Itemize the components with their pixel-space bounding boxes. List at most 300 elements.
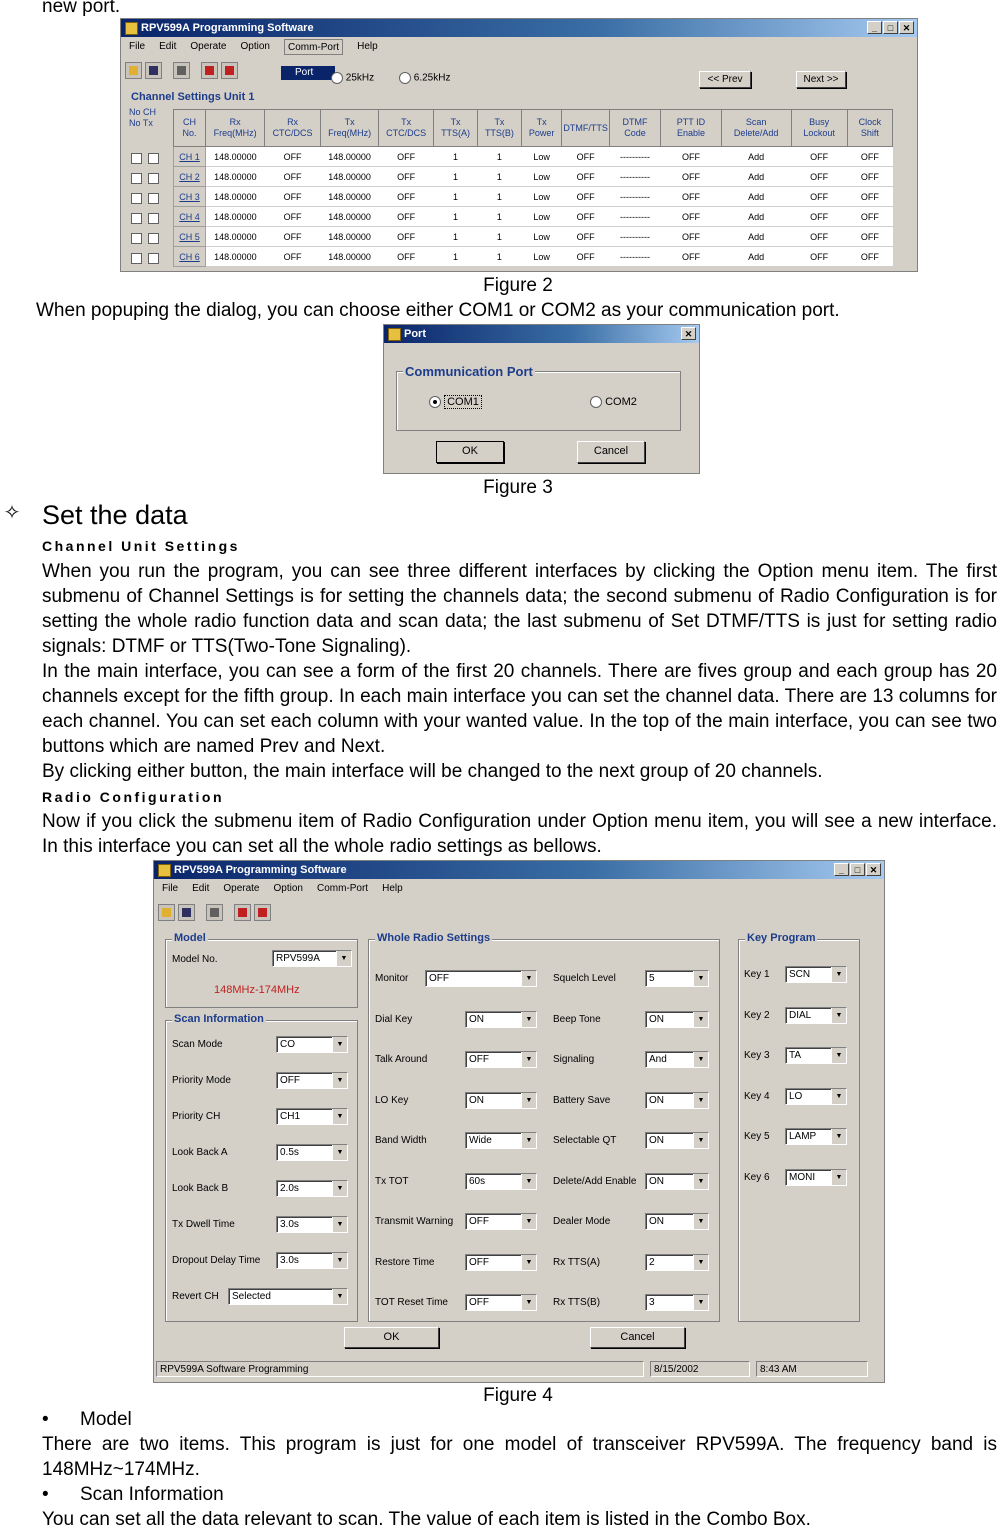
field-value: DIAL — [789, 1009, 812, 1021]
chevron-down-icon[interactable]: ▼ — [521, 1133, 536, 1148]
field-value: OFF — [469, 1216, 489, 1227]
com2-radio[interactable] — [590, 396, 602, 408]
fig4-window — [153, 860, 885, 1383]
field-label: Selectable QT — [553, 1135, 617, 1146]
checkbox-pair — [131, 193, 159, 213]
no-ch-checkbox[interactable] — [131, 233, 142, 244]
fig2-title: RPV599A Programming Software — [141, 22, 314, 34]
table-cell[interactable]: OFF — [562, 147, 610, 167]
table-cell[interactable]: OFF — [562, 247, 610, 267]
field-combo[interactable] — [785, 966, 847, 983]
field-combo[interactable] — [425, 970, 537, 987]
field-combo[interactable] — [276, 1072, 348, 1089]
comm-port-group-label: Communication Port — [405, 364, 533, 379]
table-cell[interactable]: OFF — [562, 187, 610, 207]
chevron-down-icon[interactable]: ▼ — [521, 1255, 536, 1270]
model-group-label: Model — [174, 932, 206, 944]
table-cell[interactable]: Low — [521, 147, 562, 167]
table-cell[interactable]: OFF — [379, 187, 434, 207]
field-label: Rx TTS(B) — [553, 1297, 601, 1308]
field-value: OFF — [280, 1075, 300, 1086]
table-cell[interactable]: OFF — [847, 167, 892, 187]
table-cell[interactable]: 1 — [434, 167, 478, 187]
table-cell[interactable]: OFF — [791, 167, 847, 187]
field-value: ON — [649, 1135, 664, 1146]
table-cell[interactable]: OFF — [661, 187, 722, 207]
table-cell[interactable]: OFF — [265, 147, 321, 167]
field-combo[interactable] — [276, 1144, 348, 1161]
field-value: OFF — [469, 1297, 489, 1308]
model-no-label: Model No. — [172, 954, 218, 965]
table-cell[interactable]: 1 — [478, 207, 522, 227]
table-cell[interactable]: OFF — [265, 227, 321, 247]
field-value: 5 — [649, 973, 655, 984]
no-tx-checkbox[interactable] — [148, 253, 159, 264]
table-cell[interactable]: Add — [721, 167, 791, 187]
checkbox-column — [131, 153, 159, 272]
table-cell[interactable]: 148.00000 — [321, 147, 379, 167]
table-cell[interactable]: 148.00000 — [321, 247, 379, 267]
checkbox-pair — [131, 173, 159, 193]
table-cell[interactable]: 1 — [478, 167, 522, 187]
bullet-dot-icon: • — [42, 1409, 49, 1430]
table-cell[interactable]: OFF — [847, 247, 892, 267]
chevron-down-icon[interactable]: ▼ — [693, 1093, 708, 1108]
fig4-toolbar — [154, 899, 884, 925]
table-row — [174, 207, 893, 227]
field-value: 0.5s — [280, 1147, 299, 1158]
port-title: Port — [404, 328, 426, 340]
radio-25khz[interactable] — [331, 72, 343, 84]
chevron-down-icon[interactable]: ▼ — [831, 1008, 846, 1023]
channel-button[interactable]: CH 1 — [174, 147, 206, 167]
app-icon — [125, 22, 138, 35]
table-cell[interactable]: OFF — [265, 187, 321, 207]
open-icon-2[interactable] — [158, 904, 175, 921]
chevron-down-icon[interactable]: ▼ — [332, 1181, 347, 1196]
fig2-caption: Figure 2 — [483, 275, 553, 296]
chevron-down-icon[interactable]: ▼ — [332, 1145, 347, 1160]
model-no-value: RPV599A — [276, 953, 320, 964]
field-combo[interactable] — [465, 1254, 537, 1271]
minimize-button-2[interactable]: _ — [834, 863, 849, 876]
field-label: Talk Around — [375, 1054, 428, 1065]
field-combo[interactable] — [645, 1132, 709, 1149]
chevron-down-icon[interactable]: ▼ — [693, 1012, 708, 1027]
field-label: Band Width — [375, 1135, 427, 1146]
table-cell[interactable]: 148.00000 — [206, 167, 265, 187]
fig4-titlebar — [154, 861, 884, 879]
table-cell[interactable]: OFF — [379, 247, 434, 267]
table-cell[interactable]: OFF — [661, 207, 722, 227]
table-row — [174, 147, 893, 167]
field-value: 2 — [649, 1256, 655, 1268]
field-combo[interactable] — [645, 1011, 709, 1028]
menu-edit[interactable]: Edit — [159, 41, 177, 52]
field-combo[interactable] — [465, 1051, 537, 1068]
chevron-down-icon[interactable]: ▼ — [521, 1214, 536, 1229]
chevron-down-icon[interactable]: ▼ — [332, 1253, 347, 1268]
table-cell[interactable]: OFF — [661, 147, 722, 167]
menu-operate[interactable]: Operate — [190, 41, 227, 52]
no-tx-checkbox[interactable] — [148, 213, 159, 224]
table-cell[interactable]: OFF — [265, 247, 321, 267]
field-combo[interactable] — [645, 970, 709, 987]
table-cell[interactable]: 1 — [434, 227, 478, 247]
field-combo[interactable] — [276, 1108, 348, 1125]
field-combo[interactable] — [645, 1213, 709, 1230]
config-cancel-button[interactable]: Cancel — [590, 1327, 685, 1348]
chevron-down-icon[interactable]: ▼ — [521, 971, 536, 986]
table-cell[interactable]: ---------- — [609, 167, 660, 187]
chevron-down-icon[interactable]: ▼ — [831, 967, 846, 982]
step-25khz[interactable] — [331, 72, 374, 84]
whole-group-label: Whole Radio Settings — [377, 932, 491, 944]
next-button[interactable]: Next >> — [796, 71, 846, 88]
chevron-down-icon[interactable]: ▼ — [521, 1012, 536, 1027]
maximize-button[interactable]: □ — [883, 21, 898, 34]
close-button-2[interactable]: ✕ — [866, 863, 881, 876]
paragraph-6: You can set all the data relevant to scan. The value of each item is listed in the Combo Box. — [42, 1509, 811, 1530]
field-label: Scan Mode — [172, 1039, 223, 1050]
dialog-icon — [388, 328, 401, 341]
menu-help[interactable]: Help — [357, 41, 378, 52]
chevron-down-icon[interactable]: ▼ — [693, 1133, 708, 1148]
table-cell[interactable]: OFF — [791, 147, 847, 167]
field-label: Battery Save — [553, 1094, 611, 1106]
column-header: Tx CTC/DCS — [379, 110, 434, 147]
read-icon[interactable] — [201, 62, 218, 79]
table-cell[interactable]: ---------- — [609, 227, 660, 247]
table-cell[interactable]: Low — [521, 207, 562, 227]
print-icon-2[interactable] — [206, 904, 223, 921]
table-cell[interactable]: 1 — [478, 247, 522, 267]
fig4-title: RPV599A Programming Software — [174, 864, 347, 876]
menu-edit-2[interactable]: Edit — [192, 883, 210, 894]
no-tx-checkbox[interactable] — [148, 173, 159, 184]
com1-option[interactable] — [429, 396, 482, 408]
chevron-down-icon[interactable]: ▼ — [332, 1217, 347, 1232]
table-cell[interactable]: 148.00000 — [206, 147, 265, 167]
column-header: Rx Freq(MHz) — [206, 110, 265, 147]
chevron-down-icon[interactable]: ▼ — [521, 1174, 536, 1189]
field-combo[interactable] — [228, 1288, 348, 1305]
table-cell[interactable]: OFF — [379, 207, 434, 227]
field-combo[interactable] — [785, 1169, 847, 1186]
no-ch-checkbox[interactable] — [131, 173, 142, 184]
table-cell[interactable]: ---------- — [609, 187, 660, 207]
field-combo[interactable] — [276, 1252, 348, 1269]
no-ch-checkbox[interactable] — [131, 193, 142, 204]
write-icon[interactable] — [221, 62, 238, 79]
table-cell[interactable]: ---------- — [609, 147, 660, 167]
table-cell[interactable]: OFF — [265, 167, 321, 187]
table-cell[interactable]: Add — [721, 247, 791, 267]
table-cell[interactable]: 148.00000 — [321, 207, 379, 227]
column-header: Rx CTC/DCS — [265, 110, 321, 147]
no-ch-checkbox[interactable] — [131, 213, 142, 224]
table-cell[interactable]: 1 — [478, 187, 522, 207]
menu-operate-2[interactable]: Operate — [223, 883, 260, 894]
status-time: 8:43 AM — [756, 1361, 868, 1377]
table-cell[interactable]: OFF — [265, 207, 321, 227]
field-label: Tx TOT — [375, 1175, 409, 1187]
paragraph-5: There are two items. This program is just for one model of transceiver RPV599A. The frequency band is 148MHz~174MHz. — [42, 1434, 997, 1480]
field-value: ON — [469, 1013, 484, 1025]
channel-group-label: Channel Settings Unit 1 — [131, 91, 255, 103]
table-row — [174, 247, 893, 267]
read-icon-2[interactable] — [234, 904, 251, 921]
table-cell[interactable]: 1 — [434, 207, 478, 227]
table-cell[interactable]: OFF — [379, 227, 434, 247]
field-label: Tx Dwell Time — [172, 1219, 235, 1230]
chevron-down-icon[interactable]: ▼ — [831, 1048, 846, 1063]
chevron-down-icon[interactable]: ▼ — [693, 1052, 708, 1067]
field-combo[interactable] — [785, 1088, 847, 1105]
field-combo[interactable] — [785, 1047, 847, 1064]
step-25khz-label: 25kHz — [345, 72, 375, 84]
chevron-down-icon[interactable]: ▼ — [831, 1129, 846, 1144]
config-ok-button[interactable]: OK — [344, 1327, 439, 1348]
menu-option-2[interactable]: Option — [273, 883, 303, 894]
chevron-down-icon[interactable]: ▼ — [521, 1093, 536, 1108]
table-cell[interactable]: OFF — [847, 147, 892, 167]
step-625khz[interactable] — [399, 72, 450, 84]
table-cell[interactable]: Low — [521, 227, 562, 247]
table-cell[interactable]: OFF — [661, 227, 722, 247]
subsection-channel: Channel Unit Settings — [42, 538, 240, 554]
field-value: OFF — [429, 973, 449, 984]
field-value: ON — [649, 1175, 664, 1187]
radio-625khz[interactable] — [399, 72, 411, 84]
table-cell[interactable]: Low — [521, 247, 562, 267]
table-cell[interactable]: Add — [721, 187, 791, 207]
chevron-down-icon[interactable]: ▼ — [693, 1174, 708, 1189]
chevron-down-icon[interactable]: ▼ — [831, 1089, 846, 1104]
channel-button[interactable]: CH 5 — [174, 227, 206, 247]
field-combo[interactable] — [645, 1051, 709, 1068]
table-cell[interactable]: OFF — [847, 187, 892, 207]
table-cell[interactable]: OFF — [791, 187, 847, 207]
field-label: Transmit Warning — [375, 1216, 454, 1227]
field-value: SCN — [789, 969, 811, 980]
com1-label: COM1 — [444, 395, 482, 409]
table-cell[interactable]: 1 — [434, 147, 478, 167]
column-header: CH No. — [174, 110, 206, 147]
port-titlebar — [384, 325, 699, 343]
fig3-intro: When popuping the dialog, you can choose either COM1 or COM2 as your communication port. — [36, 300, 840, 321]
field-value: OFF — [469, 1054, 489, 1065]
fig2-window — [120, 18, 918, 272]
table-cell[interactable]: OFF — [379, 167, 434, 187]
table-cell[interactable]: OFF — [661, 247, 722, 267]
column-header: DTMF/TTS — [562, 110, 610, 147]
field-combo[interactable] — [276, 1180, 348, 1197]
close-button[interactable]: ✕ — [899, 21, 914, 34]
table-cell[interactable]: Add — [721, 227, 791, 247]
com2-option[interactable] — [590, 396, 637, 408]
table-cell[interactable]: ---------- — [609, 247, 660, 267]
field-value: LO — [789, 1090, 803, 1102]
table-cell[interactable]: 1 — [478, 147, 522, 167]
field-combo[interactable] — [645, 1092, 709, 1109]
table-cell[interactable]: OFF — [791, 207, 847, 227]
dialog-close-button[interactable]: ✕ — [681, 327, 696, 340]
scan-info-group — [165, 1013, 358, 1322]
model-group — [165, 932, 358, 1008]
save-icon[interactable] — [145, 62, 162, 79]
channel-button[interactable]: CH 4 — [174, 207, 206, 227]
field-combo[interactable] — [785, 1007, 847, 1024]
table-cell[interactable]: Add — [721, 147, 791, 167]
field-combo[interactable] — [465, 1011, 537, 1028]
chevron-down-icon[interactable]: ▼ — [332, 1037, 347, 1052]
field-label: Squelch Level — [553, 973, 616, 984]
field-value: TA — [789, 1050, 802, 1061]
table-cell[interactable]: ---------- — [609, 207, 660, 227]
field-value: CO — [280, 1039, 295, 1050]
chevron-down-icon[interactable]: ▼ — [693, 1214, 708, 1229]
field-combo[interactable] — [785, 1128, 847, 1145]
field-label: Monitor — [375, 973, 409, 984]
prev-button[interactable]: << Prev — [699, 71, 751, 88]
table-cell[interactable]: OFF — [847, 227, 892, 247]
field-combo[interactable] — [645, 1254, 709, 1271]
no-tx-checkbox[interactable] — [148, 193, 159, 204]
table-cell[interactable]: 1 — [434, 187, 478, 207]
table-cell[interactable]: 148.00000 — [206, 207, 265, 227]
no-ch-checkbox[interactable] — [131, 253, 142, 264]
field-label: Revert CH — [172, 1291, 219, 1302]
chevron-down-icon[interactable]: ▼ — [693, 1255, 708, 1270]
column-header: PTT ID Enable — [661, 110, 722, 147]
chevron-down-icon[interactable]: ▼ — [332, 1073, 347, 1088]
chevron-down-icon[interactable]: ▼ — [693, 1295, 708, 1310]
table-cell[interactable]: 148.00000 — [206, 247, 265, 267]
checkbox-pair — [131, 153, 159, 173]
menu-file[interactable]: File — [129, 41, 146, 52]
field-value: 60s — [469, 1175, 486, 1187]
table-cell[interactable]: OFF — [661, 167, 722, 187]
field-combo[interactable] — [645, 1173, 709, 1190]
field-value: Wide — [469, 1135, 492, 1146]
chevron-down-icon[interactable]: ▼ — [332, 1109, 347, 1124]
field-value: ON — [649, 1013, 664, 1025]
table-cell[interactable]: Low — [521, 187, 562, 207]
table-cell[interactable]: OFF — [847, 207, 892, 227]
model-no-combo[interactable] — [272, 950, 352, 967]
chevron-down-icon[interactable]: ▼ — [831, 1170, 846, 1185]
table-cell[interactable]: 148.00000 — [206, 227, 265, 247]
chevron-down-icon[interactable]: ▼ — [693, 971, 708, 986]
bullet-model: Model — [80, 1409, 132, 1430]
menu-help-2[interactable]: Help — [382, 883, 403, 894]
no-ch-checkbox[interactable] — [131, 153, 142, 164]
chevron-down-icon[interactable]: ▼ — [521, 1052, 536, 1067]
field-label: Dropout Delay Time — [172, 1255, 261, 1266]
field-label: Dial Key — [375, 1013, 413, 1025]
table-cell[interactable]: 148.00000 — [321, 227, 379, 247]
field-combo[interactable] — [465, 1092, 537, 1109]
field-combo[interactable] — [276, 1216, 348, 1233]
field-value: 2.0s — [280, 1183, 299, 1194]
field-label: Priority Mode — [172, 1075, 231, 1086]
port-ok-button[interactable]: OK — [436, 441, 504, 463]
chevron-down-icon[interactable]: ▼ — [336, 951, 351, 966]
channel-button[interactable]: CH 3 — [174, 187, 206, 207]
table-cell[interactable]: Low — [521, 167, 562, 187]
chevron-down-icon[interactable]: ▼ — [332, 1289, 347, 1304]
write-icon-2[interactable] — [254, 904, 271, 921]
table-cell[interactable]: 148.00000 — [206, 187, 265, 207]
field-combo[interactable] — [465, 1173, 537, 1190]
channel-button[interactable]: CH 6 — [174, 247, 206, 267]
column-header: Scan Delete/Add — [721, 110, 791, 147]
maximize-button-2[interactable]: □ — [850, 863, 865, 876]
table-row — [174, 227, 893, 247]
menu-option[interactable]: Option — [240, 41, 270, 52]
channel-table-header — [174, 110, 893, 147]
menu-comm-port[interactable]: Comm-Port — [284, 39, 343, 55]
table-cell[interactable]: OFF — [562, 207, 610, 227]
minimize-button[interactable]: _ — [867, 21, 882, 34]
subsection-radio: Radio Configuration — [42, 789, 225, 805]
com1-radio[interactable] — [429, 396, 441, 408]
field-value: ON — [469, 1094, 484, 1106]
field-combo[interactable] — [465, 1294, 537, 1311]
channel-button[interactable]: CH 2 — [174, 167, 206, 187]
field-value: 3 — [649, 1297, 655, 1308]
table-cell[interactable]: OFF — [562, 227, 610, 247]
field-combo[interactable] — [645, 1294, 709, 1311]
port-cancel-button[interactable]: Cancel — [577, 441, 645, 463]
print-icon[interactable] — [173, 62, 190, 79]
field-value: 3.0s — [280, 1255, 299, 1266]
table-cell[interactable]: OFF — [379, 147, 434, 167]
table-cell[interactable]: OFF — [562, 167, 610, 187]
table-cell[interactable]: 1 — [478, 227, 522, 247]
table-cell[interactable]: OFF — [791, 227, 847, 247]
table-cell[interactable]: OFF — [791, 247, 847, 267]
save-icon-2[interactable] — [178, 904, 195, 921]
field-label: Beep Tone — [553, 1013, 601, 1025]
field-value: 3.0s — [280, 1219, 299, 1230]
no-tx-checkbox[interactable] — [148, 233, 159, 244]
menu-file-2[interactable]: File — [162, 883, 179, 894]
chevron-down-icon[interactable]: ▼ — [521, 1295, 536, 1310]
field-label: TOT Reset Time — [375, 1297, 448, 1308]
table-cell[interactable]: 1 — [434, 247, 478, 267]
open-icon[interactable] — [125, 62, 142, 79]
section-title: Set the data — [42, 500, 188, 530]
field-combo[interactable] — [465, 1132, 537, 1149]
table-cell[interactable]: 148.00000 — [321, 167, 379, 187]
field-value: Selected — [232, 1291, 271, 1302]
menu-comm-port-2[interactable]: Comm-Port — [316, 883, 369, 894]
status-date: 8/15/2002 — [650, 1361, 750, 1377]
fig3-caption: Figure 3 — [483, 477, 553, 498]
bullet-dot-icon-2: • — [42, 1484, 49, 1505]
field-combo[interactable] — [465, 1213, 537, 1230]
table-cell[interactable]: Add — [721, 207, 791, 227]
field-value: CH1 — [280, 1111, 301, 1122]
channel-table — [173, 109, 893, 267]
table-cell[interactable]: 148.00000 — [321, 187, 379, 207]
port-menu-item[interactable]: Port — [281, 66, 335, 80]
no-tx-checkbox[interactable] — [148, 153, 159, 164]
field-label: LO Key — [375, 1094, 409, 1106]
field-combo[interactable] — [276, 1036, 348, 1053]
